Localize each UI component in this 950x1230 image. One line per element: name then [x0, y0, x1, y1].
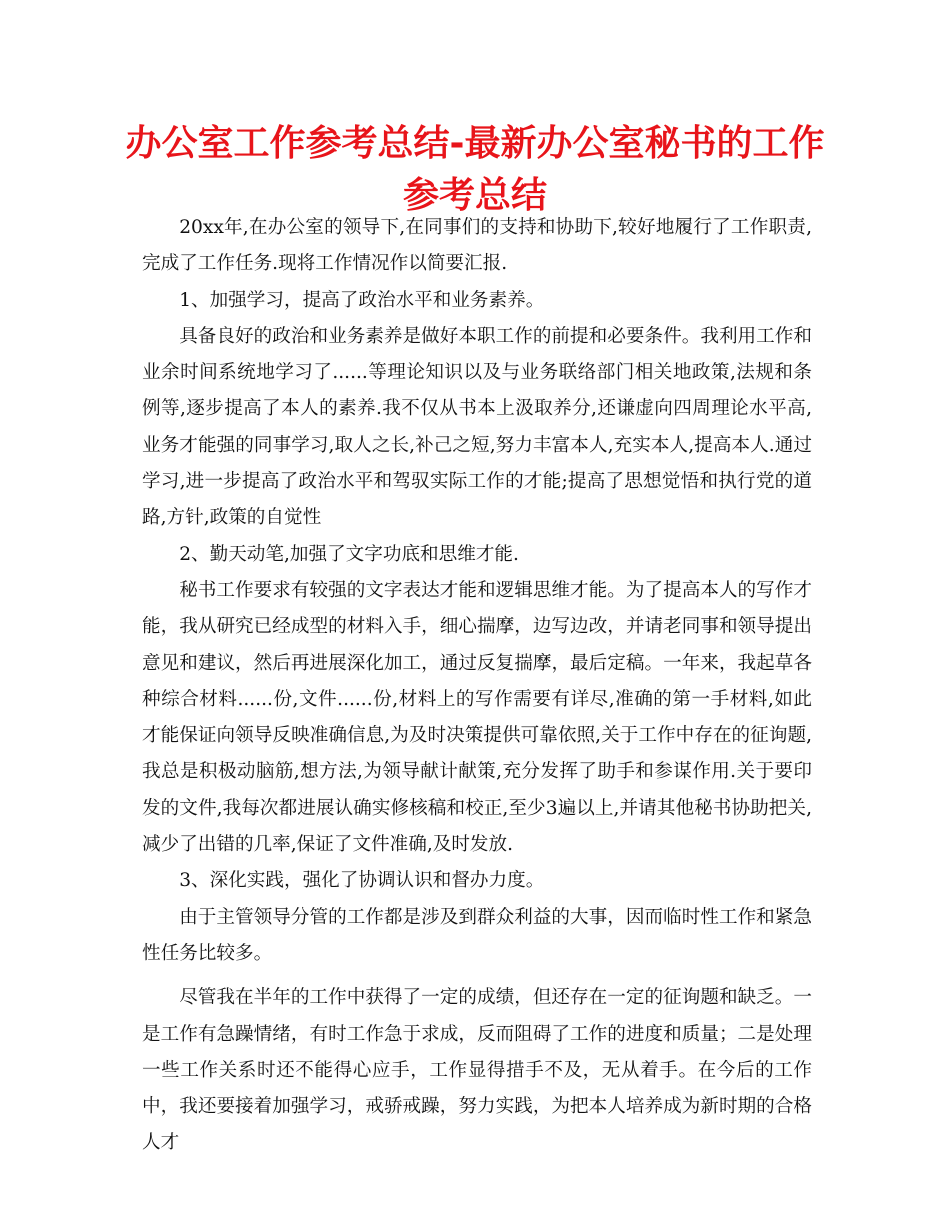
heading-section-1: 1、加强学习，提高了政治水平和业务素养。 [179, 289, 545, 311]
paragraph-summary: 尽管我在半年的工作中获得了一定的成绩，但还存在一定的征询题和缺乏。一是工作有急躁情绪，有时工作急于求成，反而阻碍了工作的进度和质量；二是处理一些工作关系时还不能得心应手，工作显得措手不及，无从着手。在今后的工作中，我还要接着加强学习，戒骄戒躁，努力实践，为把本人培养成为新时期的合格人才 [142, 987, 812, 1154]
document-body [142, 210, 812, 1162]
paragraph-section-2: 秘书工作要求有较强的文字表达才能和逻辑思维才能。为了提高本人的写作才能，我从研究已经成型的材料入手，细心揣摩，边写边改，并请老同事和领导提出意见和建议，然后再进展深化加工，通过反复揣摩，最后定稿。一年来，我起草各种综合材料......份,文件......份,材料上的写作需要有详尽,准确的第一手材料,如此才能保证向领导反映准确信息,为及时决策提供可靠依照,关于工作中存在的征询题,我总是积极动脑筋,想方法,为领导献计献策,充分发挥了助手和参谋作用.关于要印发的文件,我每次都进展认确实修核稿和校正,至少3遍以上,并请其他秘书协助把关,减少了出错的几率,保证了文件准确,及时发放. [142, 579, 812, 856]
paragraph-section-1: 具备良好的政治和业务素养是做好本职工作的前提和必要条件。我利用工作和业余时间系统地学习了......等理论知识以及与业务联络部门相关地政策,法规和条例等,逐步提高了本人的素养.我不仅从书本上汲取养分,还谦虚向四周理论水平高,业务才能强的同事学习,取人之长,补己之短,努力丰富本人,充实本人,提高本人.通过学习,进一步提高了政治水平和驾驭实际工作的才能;提高了思想觉悟和执行党的道路,方针,政策的自觉性 [142, 325, 812, 529]
heading-section-2: 2、勤天动笔,加强了文字功底和思维才能. [179, 543, 519, 565]
paragraph-intro: 20xx年,在办公室的领导下,在同事们的支持和协助下,较好地履行了工作职责,完成了工作任务.现将工作情况作以简要汇报. [142, 217, 812, 275]
heading-section-3: 3、深化实践，强化了协调认识和督办力度。 [179, 870, 545, 892]
document-title: 办公室工作参考总结-最新办公室秘书的工作参考总结 [125, 123, 825, 216]
paragraph-section-3: 由于主管领导分管的工作都是涉及到群众利益的大事，因而临时性工作和紧急性任务比较多。 [142, 906, 812, 964]
